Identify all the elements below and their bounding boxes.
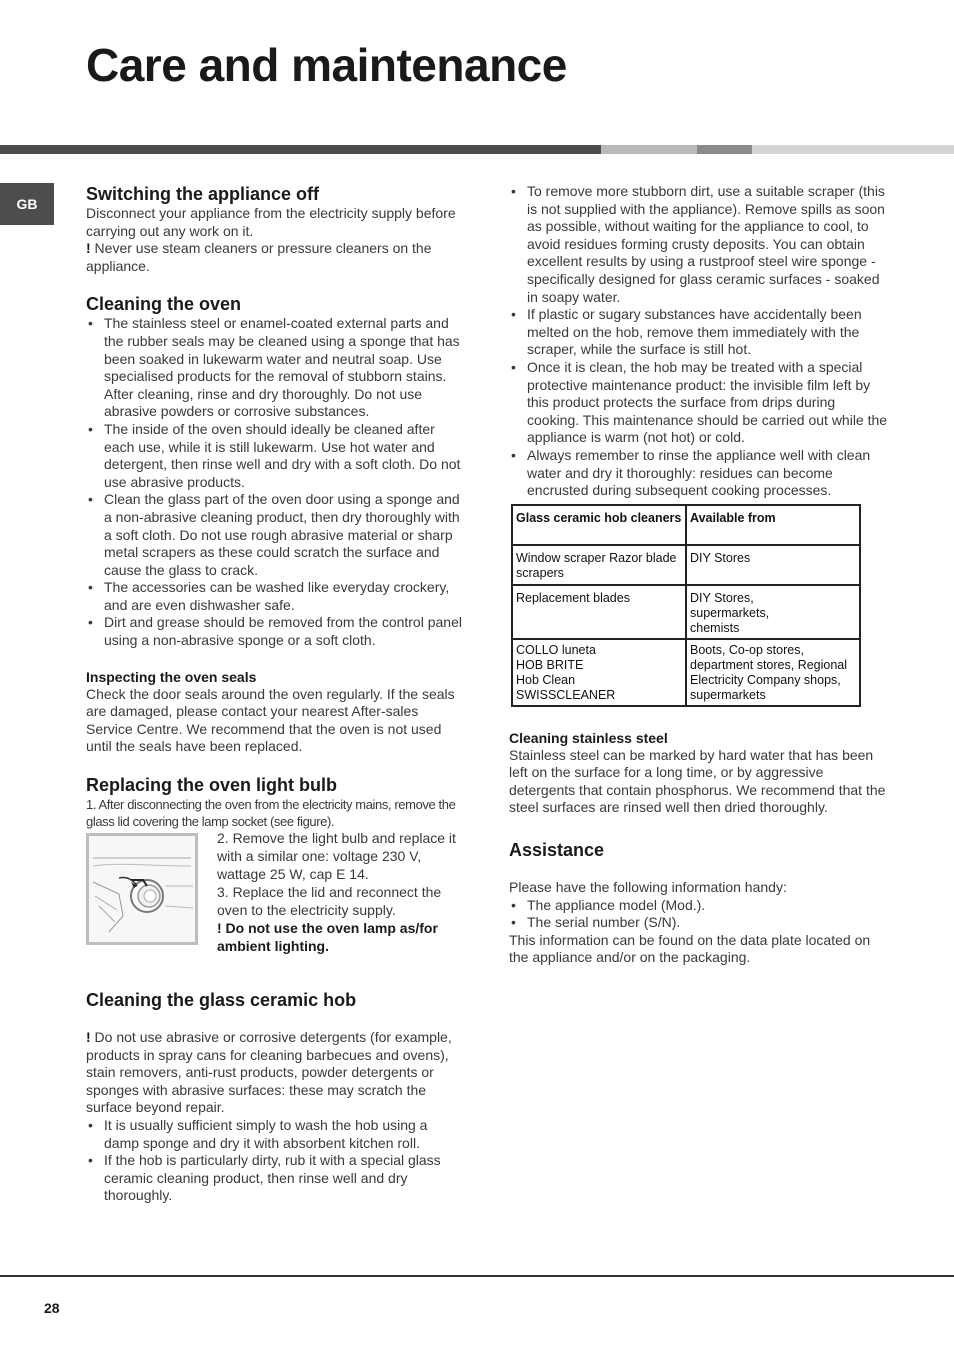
switching-off-warning-text: Never use steam cleaners or pressure cleaners on the appliance. — [86, 240, 432, 274]
light-bulb-steps — [217, 829, 467, 955]
table-row — [512, 639, 860, 706]
page-number: 28 — [44, 1300, 60, 1316]
list-item: • The accessories can be washed like everyday crockery, and are even dishwasher safe. — [86, 579, 464, 614]
stainless-steel-heading: Cleaning stainless steel — [509, 729, 668, 746]
light-bulb-warning: ! Do not use the oven lamp as/for ambient lighting. — [217, 920, 438, 955]
list-item: • Dirt and grease should be removed from the control panel using a non-abrasive sponge or a soft cloth. — [86, 614, 464, 649]
table-cell: COLLO luneta HOB BRITE Hob Clean SWISSCLEANER — [512, 639, 686, 706]
page-title: Care and maintenance — [86, 39, 567, 91]
table-cell: DIY Stores, supermarkets, chemists — [686, 585, 860, 639]
list-item: • The stainless steel or enamel-coated external parts and the rubber seals may be cleaned using a sponge that has been soaked in lukewarm water and neutral soap. Use specialised products for the removal of stubborn stains. After cleaning, rinse and dry thoroughly. Do not use abrasive powders or corrosive substances. — [86, 315, 464, 421]
light-bulb-step-1: 1. After disconnecting the oven from the electricity mains, remove the glass lid covering the lamp socket (see figure). — [86, 797, 456, 830]
list-item: • The inside of the oven should ideally be cleaned after each use, while it is still lukewarm. Use hot water and detergent, then rinse well and dry with a soft cloth. Do not use abrasive products. — [86, 421, 464, 491]
table-cell: Window scraper Razor blade scrapers — [512, 545, 686, 585]
glass-hob-heading: Cleaning the glass ceramic hob — [86, 990, 357, 1011]
inspecting-seals-heading: Inspecting the oven seals — [86, 668, 257, 685]
list-item: • If the hob is particularly dirty, rub it with a special glass ceramic cleaning product, then rinse well and dry thoroughly. — [86, 1152, 464, 1205]
switching-off-body: Disconnect your appliance from the electricity supply before carrying out any work on it. — [86, 205, 456, 239]
cleaners-table — [511, 504, 861, 707]
cleaning-oven-heading: Cleaning the oven — [86, 294, 242, 315]
lamp-socket-figure — [86, 833, 198, 945]
list-item: • The serial number (S/N). — [509, 914, 889, 932]
light-bulb-figure-block — [86, 830, 464, 955]
list-item: • Always remember to rinse the appliance well with clean water and dry it thoroughly: residues can become encrusted during subsequent cooking processes. — [509, 447, 889, 500]
list-item: • Clean the glass part of the oven door using a sponge and a non-abrasive cleaning product, then dry thoroughly with a soft cloth. Do not use rough abrasive material or sharp metal scrapers as these could scratch the surface and cause the glass to crack. — [86, 491, 464, 579]
inspecting-seals-body: Check the door seals around the oven regularly. If the seals are damaged, please contact your nearest After-sales Service Centre. We recommend that the oven is not used until the seals have been replaced. — [86, 685, 455, 755]
warning-icon: ! — [86, 1029, 91, 1046]
language-tab: GB — [0, 183, 54, 225]
light-bulb-step-2: 2. Remove the light bulb and replace it with a similar one: voltage 230 V, wattage 25 W, cap E 14. — [217, 830, 456, 883]
left-column — [86, 183, 464, 1205]
header-bar-mid — [697, 145, 752, 154]
list-item: • It is usually sufficient simply to wash the hob using a damp sponge and dry it with absorbent kitchen roll. — [86, 1117, 464, 1152]
list-item: • Once it is clean, the hob may be treated with a special protective maintenance product: the invisible film left by this product protects the surface from drips during cooking. This maintenance should be carried out while the appliance is warm (not hot) or cold. — [509, 359, 889, 447]
table-cell: Boots, Co-op stores, department stores, Regional Electricity Company shops, supermarkets — [686, 639, 860, 706]
table-row — [512, 545, 860, 585]
list-item: • The appliance model (Mod.). — [509, 897, 889, 915]
glass-hob-warning-text: Do not use abrasive or corrosive detergents (for example, products in spray cans for cleaning barbecues and ovens), stain removers, anti-rust products, powder detergents or sponges with abrasive surfaces: these may scratch the surface beyond repair. — [86, 1029, 452, 1116]
light-bulb-step-3: 3. Replace the lid and reconnect the oven to the electricity supply. — [217, 884, 442, 919]
lamp-socket-illustration — [89, 836, 195, 942]
right-column — [509, 183, 889, 967]
assistance-heading: Assistance — [509, 840, 605, 861]
table-header-row — [512, 505, 860, 545]
switching-off-heading: Switching the appliance off — [86, 184, 320, 204]
light-bulb-heading: Replacing the oven light bulb — [86, 775, 338, 796]
glass-hob-warning — [86, 1029, 464, 1117]
glass-hob-list — [86, 1117, 464, 1205]
header-bar-pale — [752, 145, 954, 154]
glass-hob-list-continued — [509, 183, 889, 500]
list-item: • If plastic or sugary substances have accidentally been melted on the hob, remove them immediately with the scraper, while the surface is still hot. — [509, 306, 889, 359]
header-bar-light — [601, 145, 697, 154]
table-row — [512, 585, 860, 639]
warning-icon: ! — [86, 240, 91, 257]
table-cell: Replacement blades — [512, 585, 686, 639]
stainless-steel-body: Stainless steel can be marked by hard water that has been left on the surface for a long time, or by aggressive detergents that contain phosphorus. We recommend that the steel surfaces are rinsed well then dried thoroughly. — [509, 746, 886, 816]
assistance-intro: Please have the following information handy: — [509, 879, 787, 896]
header-bar-dark — [0, 145, 601, 154]
table-cell: DIY Stores — [686, 545, 860, 585]
switching-off-warning — [86, 240, 464, 275]
footer-divider — [0, 1275, 954, 1277]
list-item: • To remove more stubborn dirt, use a suitable scraper (this is not supplied with the appliance). Remove spills as soon as possible, without waiting for the appliance to cool, to avoid residues forming crusty deposits. You can obtain excellent results by using a rustproof steel wire sponge - specifically designed for glass ceramic surfaces - soaked in soapy water. — [509, 183, 889, 306]
assistance-outro: This information can be found on the data plate located on the appliance and/or on the packaging. — [509, 931, 871, 966]
table-header-cell: Available from — [686, 505, 860, 545]
assistance-list — [509, 897, 889, 932]
cleaning-oven-list — [86, 315, 464, 649]
table-header-cell: Glass ceramic hob cleaners — [512, 505, 686, 545]
